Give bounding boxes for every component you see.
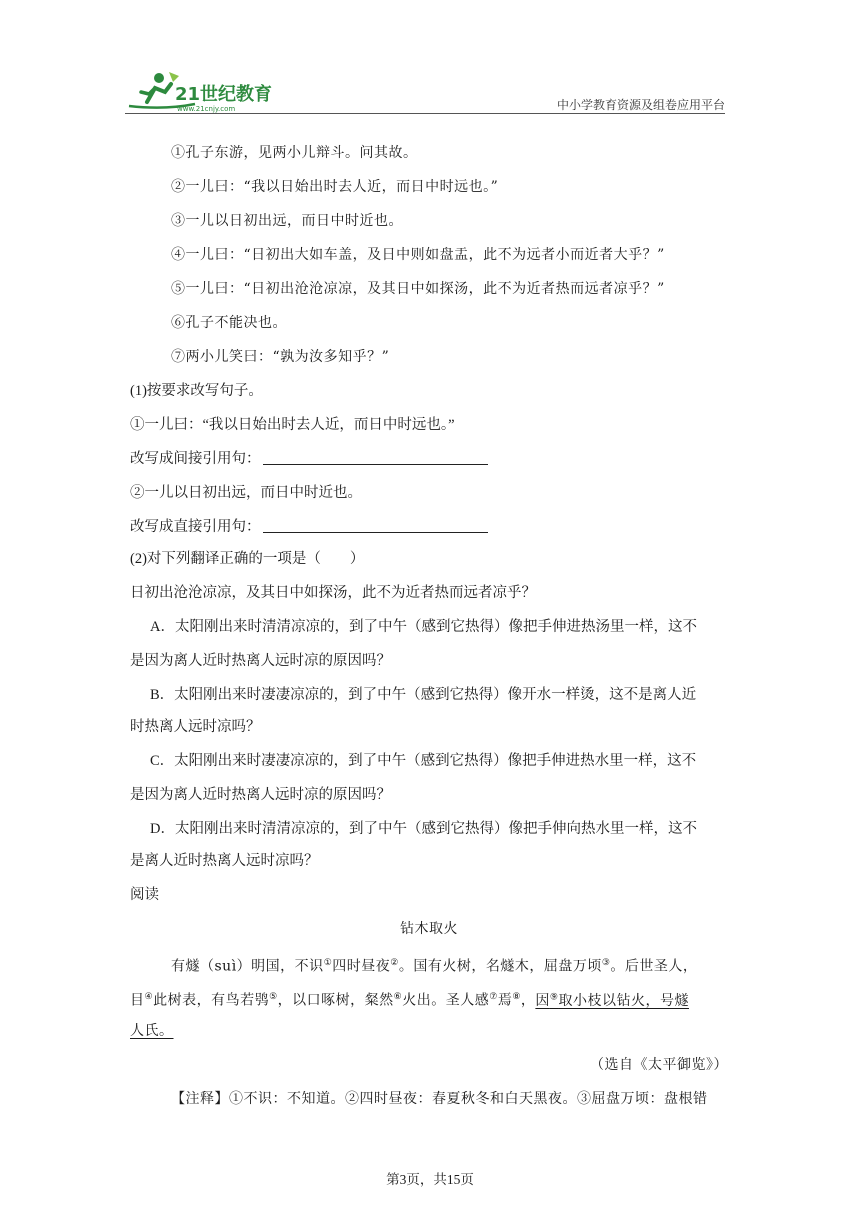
- option-d-line-1[interactable]: D．太阳刚出来时清清凉凉的，到了中午（感到它热得）像把手伸向热水里一样，这不: [150, 821, 697, 837]
- svg-text:21世纪教育: 21世纪教育: [175, 84, 273, 105]
- reading-line-2: 目④此树表，有鸟若鸮⑤，以口啄树，粲然⑥火出。圣人感⑦焉⑧，因⑨取小枝以钻火，号燧: [130, 992, 689, 1009]
- option-c-line-2[interactable]: 是因为离人近时热离人远时凉的原因吗？: [130, 787, 391, 803]
- option-b-line-1[interactable]: B．太阳刚出来时凄凄凉凉的，到了中午（感到它热得）像开水一样烫，这不是离人近: [150, 687, 697, 703]
- passage-line-1: ①孔子东游，见两小儿辩斗。问其故。: [171, 145, 418, 161]
- option-b-line-2[interactable]: 时热离人远时凉吗？: [130, 719, 261, 735]
- 21cnjy-logo: [125, 66, 295, 114]
- reading-notes: 【注释】①不识：不知道。②四时昼夜：春夏秋冬和白天黑夜。③屈盘万顷：盘根错: [171, 1091, 708, 1107]
- reading-line-3: 人氏。: [130, 1023, 174, 1039]
- question-2-sentence: 日初出沧沧凉凉，及其日中如探汤，此不为近者热而远者凉乎？: [130, 585, 536, 601]
- passage-line-7: ⑦两小儿笑曰：“孰为汝多知乎？”: [171, 349, 390, 365]
- reading-label: 阅读: [130, 887, 159, 903]
- question-1-prompt-2: 改写成直接引用句：: [130, 518, 488, 536]
- option-a-line-2[interactable]: 是因为离人近时热离人远时凉的原因吗？: [130, 653, 391, 669]
- reading-source: （选自《太平御览》）: [590, 1057, 728, 1073]
- question-1-prompt-1: 改写成间接引用句：: [130, 450, 488, 468]
- page-number: 第3页，共15页: [386, 1172, 474, 1187]
- answer-blank-2[interactable]: [263, 518, 488, 533]
- reading-title: 钻木取火: [400, 921, 458, 937]
- passage-line-2: ②一儿曰：“我以日始出时去人近，而日中时远也。”: [171, 179, 499, 195]
- passage-line-4: ④一儿曰：“日初出大如车盖，及日中则如盘盂，此不为远者小而近者大乎？”: [171, 247, 665, 263]
- svg-text:www.21cnjy.com: www.21cnjy.com: [177, 105, 236, 113]
- page-header: [125, 66, 725, 116]
- platform-name: 中小学教育资源及组卷应用平台: [556, 98, 725, 112]
- passage-line-3: ③一儿以日初出远，而日中时近也。: [171, 213, 403, 229]
- passage-line-6: ⑥孔子不能决也。: [171, 315, 287, 331]
- reading-line-1: 有燧（suì）明国，不识①四时昼夜②。国有火树，名燧木，屈盘万顷③。后世圣人，: [171, 958, 698, 975]
- option-d-line-2[interactable]: 是离人近时热离人远时凉吗？: [130, 853, 319, 869]
- question-1-sentence-2: ②一儿以日初出远，而日中时近也。: [130, 485, 362, 501]
- header-divider: [125, 113, 725, 114]
- answer-blank-1[interactable]: [263, 450, 488, 465]
- question-1-sentence-1: ①一儿曰：“我以日始出时去人近，而日中时远也。”: [130, 417, 455, 433]
- option-c-line-1[interactable]: C．太阳刚出来时凄凄凉凉的，到了中午（感到它热得）像把手伸进热水里一样，这不: [150, 753, 697, 769]
- question-2-title: (2)对下列翻译正确的一项是（ ）: [130, 551, 365, 567]
- option-a-line-1[interactable]: A．太阳刚出来时清清凉凉的，到了中午（感到它热得）像把手伸进热汤里一样，这不: [150, 619, 697, 635]
- underlined-sentence-part-1: 因⑨取小枝以钻火，号燧: [535, 992, 689, 1009]
- passage-line-5: ⑤一儿曰：“日初出沧沧凉凉，及其日中如探汤，此不为近者热而远者凉乎？”: [171, 281, 665, 297]
- question-1-title: (1)按要求改写句子。: [130, 383, 263, 399]
